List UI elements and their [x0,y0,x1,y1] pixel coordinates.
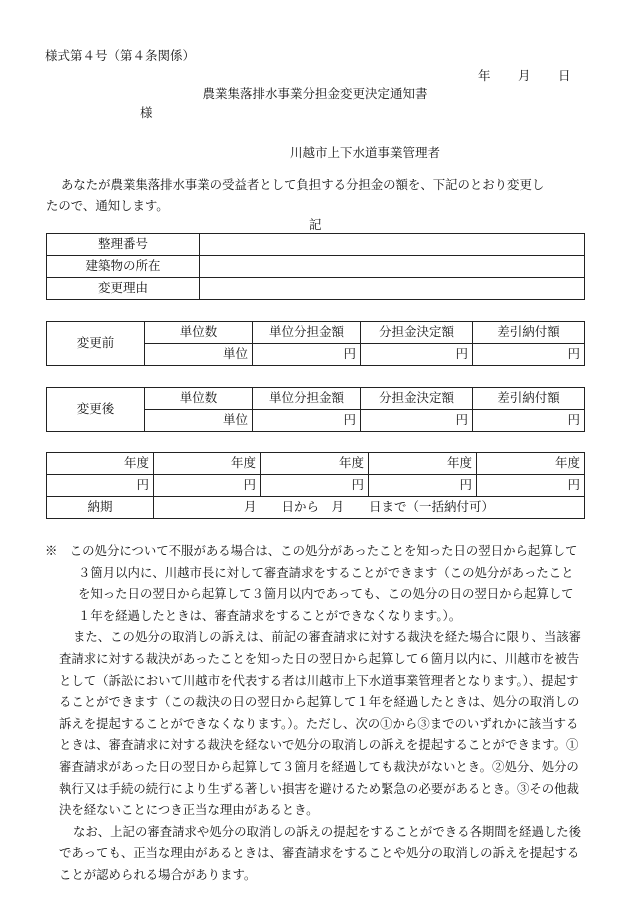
date-day-label: 日 [558,68,571,83]
after-unit-charge-value[interactable]: 円 [253,410,361,432]
header-unit-charge: 単位分担金額 [253,322,361,344]
payment-period-label: 納期 [47,497,154,519]
header-charge-decided: 分担金決定額 [361,388,473,410]
appeal-note-review-request: ※ この処分について不服がある場合は、この処分があったことを知った日の翌日から起算して３箇月以内に、川越市長に対して審査請求をすることができます（この処分があったことを知った日の翌日から起算して３箇月以内であっても、この処分の日の翌日から起算して１年を経過したときは、審査請求をすることができなくなります。）。 [45,543,578,623]
fiscal-year-5[interactable]: 年度 [477,453,585,475]
info-value-building-location[interactable] [200,256,585,278]
table-row [47,475,585,497]
header-charge-decided: 分担金決定額 [361,322,473,344]
header-unit-charge: 単位分担金額 [253,388,361,410]
after-charge-decided-value[interactable]: 円 [361,410,473,432]
after-unit-count-value[interactable]: 単位 [145,410,253,432]
info-value-reference-number[interactable] [200,234,585,256]
after-change-table [46,387,585,432]
table-row [47,497,585,519]
fiscal-amount-2[interactable]: 円 [154,475,261,497]
fiscal-amount-4[interactable]: 円 [369,475,477,497]
header-net-payment: 差引納付額 [473,322,585,344]
sender-name: 川越市上下水道事業管理者 [290,145,441,160]
document-title: 農業集落排水事業分担金変更決定通知書 [202,86,428,101]
appeal-notes [45,540,585,886]
fiscal-amount-1[interactable]: 円 [47,475,154,497]
info-label-reference-number: 整理番号 [47,234,200,256]
after-net-payment-value[interactable]: 円 [473,410,585,432]
table-row [47,278,585,300]
ki-label: 記 [309,217,322,232]
date-month-label: 月 [518,68,531,83]
date-year-label: 年 [478,68,491,83]
fiscal-amount-5[interactable]: 円 [477,475,585,497]
fiscal-year-table [46,452,585,519]
after-change-label: 変更後 [47,388,145,432]
addressee-suffix: 様 [140,105,153,120]
info-label-building-location: 建築物の所在 [47,256,200,278]
appeal-note-justified-reason: なお、上記の審査請求や処分の取消しの訴えの提起をすることができる各期間を経過した後であっても、正当な理由があるときは、審査請求をすることや処分の取消しの訴えを提起することが認められる場合があります。 [59,823,582,882]
table-row [47,322,585,344]
header-net-payment: 差引納付額 [473,388,585,410]
payment-period-value[interactable]: 月 日から 月 日まで（一括納付可） [154,497,585,519]
info-table [46,233,585,300]
fiscal-year-1[interactable]: 年度 [47,453,154,475]
before-change-table [46,321,585,366]
table-row [47,234,585,256]
appeal-note-revocation-suit: また、この処分の取消しの訴えは、前記の審査請求に対する裁決を経た場合に限り、当該審査請求に対する裁決があったことを知った日の翌日から起算して６箇月以内に、川越市を被告として（訴訟において川越市を代表する者は川越市上下水道事業管理者となります。）、提起することができます（この裁決の日の翌日から起算して１年を経過したときは、処分の取消しの訴えを提起することができなくなります。）。ただし、次の①から③までのいずれかに該当するときは、審査請求に対する裁決を経ないで処分の取消しの訴えを提起することができます。①審査請求があった日の翌日から起算して３箇月を経過しても裁決がないとき。②処分、処分の執行又は手続の続行により生ずる著しい損害を避けるため緊急の必要があるとき。③その他裁決を経ないことにつき正当な理由があるとき。 [59,629,582,818]
before-change-label: 変更前 [47,322,145,366]
before-unit-count-value[interactable]: 単位 [145,344,253,366]
form-number: 様式第４号（第４条関係） [45,48,196,63]
table-row [47,388,585,410]
header-unit-count: 単位数 [145,388,253,410]
before-net-payment-value[interactable]: 円 [473,344,585,366]
table-row [47,256,585,278]
fiscal-year-4[interactable]: 年度 [369,453,477,475]
before-charge-decided-value[interactable]: 円 [361,344,473,366]
intro-line-1: あなたが農業集落排水事業の受益者として負担する分担金の額を、下記のとおり変更し [61,177,545,192]
info-value-change-reason[interactable] [200,278,585,300]
table-row [47,453,585,475]
fiscal-amount-3[interactable]: 円 [261,475,369,497]
header-unit-count: 単位数 [145,322,253,344]
fiscal-year-2[interactable]: 年度 [154,453,261,475]
intro-line-2: たので、通知します。 [46,198,169,213]
info-label-change-reason: 変更理由 [47,278,200,300]
before-unit-charge-value[interactable]: 円 [253,344,361,366]
fiscal-year-3[interactable]: 年度 [261,453,369,475]
